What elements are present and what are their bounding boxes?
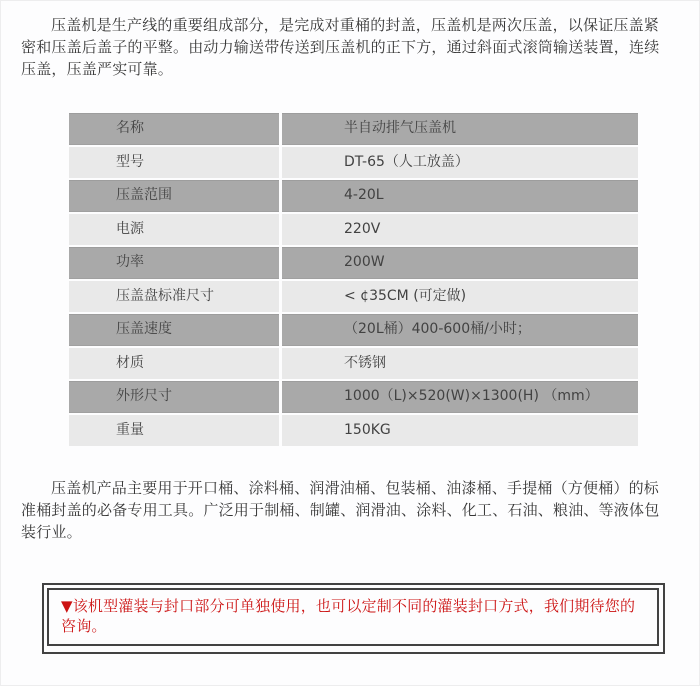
spec-label-cell: 压盖速度 [69, 314, 279, 346]
spec-table [69, 113, 638, 446]
spec-value-cell: 不锈钢 [282, 348, 638, 380]
table-row [69, 415, 638, 447]
spec-value-cell: 半自动排气压盖机 [282, 113, 638, 145]
spec-label-cell: 重量 [69, 415, 279, 447]
spec-label-cell: 压盖盘标准尺寸 [69, 281, 279, 313]
spec-value-cell: DT-65（人工放盖） [282, 147, 638, 179]
spec-label-cell: 材质 [69, 348, 279, 380]
table-row [69, 214, 638, 246]
table-row [69, 281, 638, 313]
intro-paragraph: 压盖机是生产线的重要组成部分，是完成对重桶的封盖，压盖机是两次压盖，以保证压盖紧密和压盖后盖子的平整。由动力输送带传送到压盖机的正下方，通过斜面式滚筒输送装置，连续压盖，压盖严实可靠。 [21, 16, 660, 78]
spec-label-cell: 型号 [69, 147, 279, 179]
spec-label-cell: 压盖范围 [69, 180, 279, 212]
notice-box [42, 583, 665, 654]
spec-label-cell: 名称 [69, 113, 279, 145]
spec-label-cell: 外形尺寸 [69, 381, 279, 413]
usage-paragraph: 压盖机产品主要用于开口桶、涂料桶、润滑油桶、包装桶、油漆桶、手提桶（方便桶）的标准桶封盖的必备专用工具。广泛用于制桶、制罐、润滑油、涂料、化工、石油、粮油、等液体包装行业。 [21, 479, 660, 541]
table-row [69, 314, 638, 346]
notice-inner-border [47, 588, 659, 646]
spec-value-cell: 220V [282, 214, 638, 246]
table-row [69, 147, 638, 179]
table-row [69, 247, 638, 279]
spec-value-cell: （20L桶）400-600桶/小时； [282, 314, 638, 346]
spec-value-cell: 4-20L [282, 180, 638, 212]
spec-value-cell: 200W [282, 247, 638, 279]
table-row [69, 381, 638, 413]
spec-label-cell: 电源 [69, 214, 279, 246]
spec-label-cell: 功率 [69, 247, 279, 279]
spec-value-cell: < ¢35CM (可定做) [282, 281, 638, 313]
notice-text: ▼该机型灌装与封口部分可单独使用，也可以定制不同的灌装封口方式，我们期待您的咨询。 [61, 597, 636, 635]
table-row [69, 348, 638, 380]
spec-value-cell: 1000（L)×520(W)×1300(H) （mm） [282, 381, 638, 413]
spec-value-cell: 150KG [282, 415, 638, 447]
table-row [69, 180, 638, 212]
table-row [69, 113, 638, 145]
